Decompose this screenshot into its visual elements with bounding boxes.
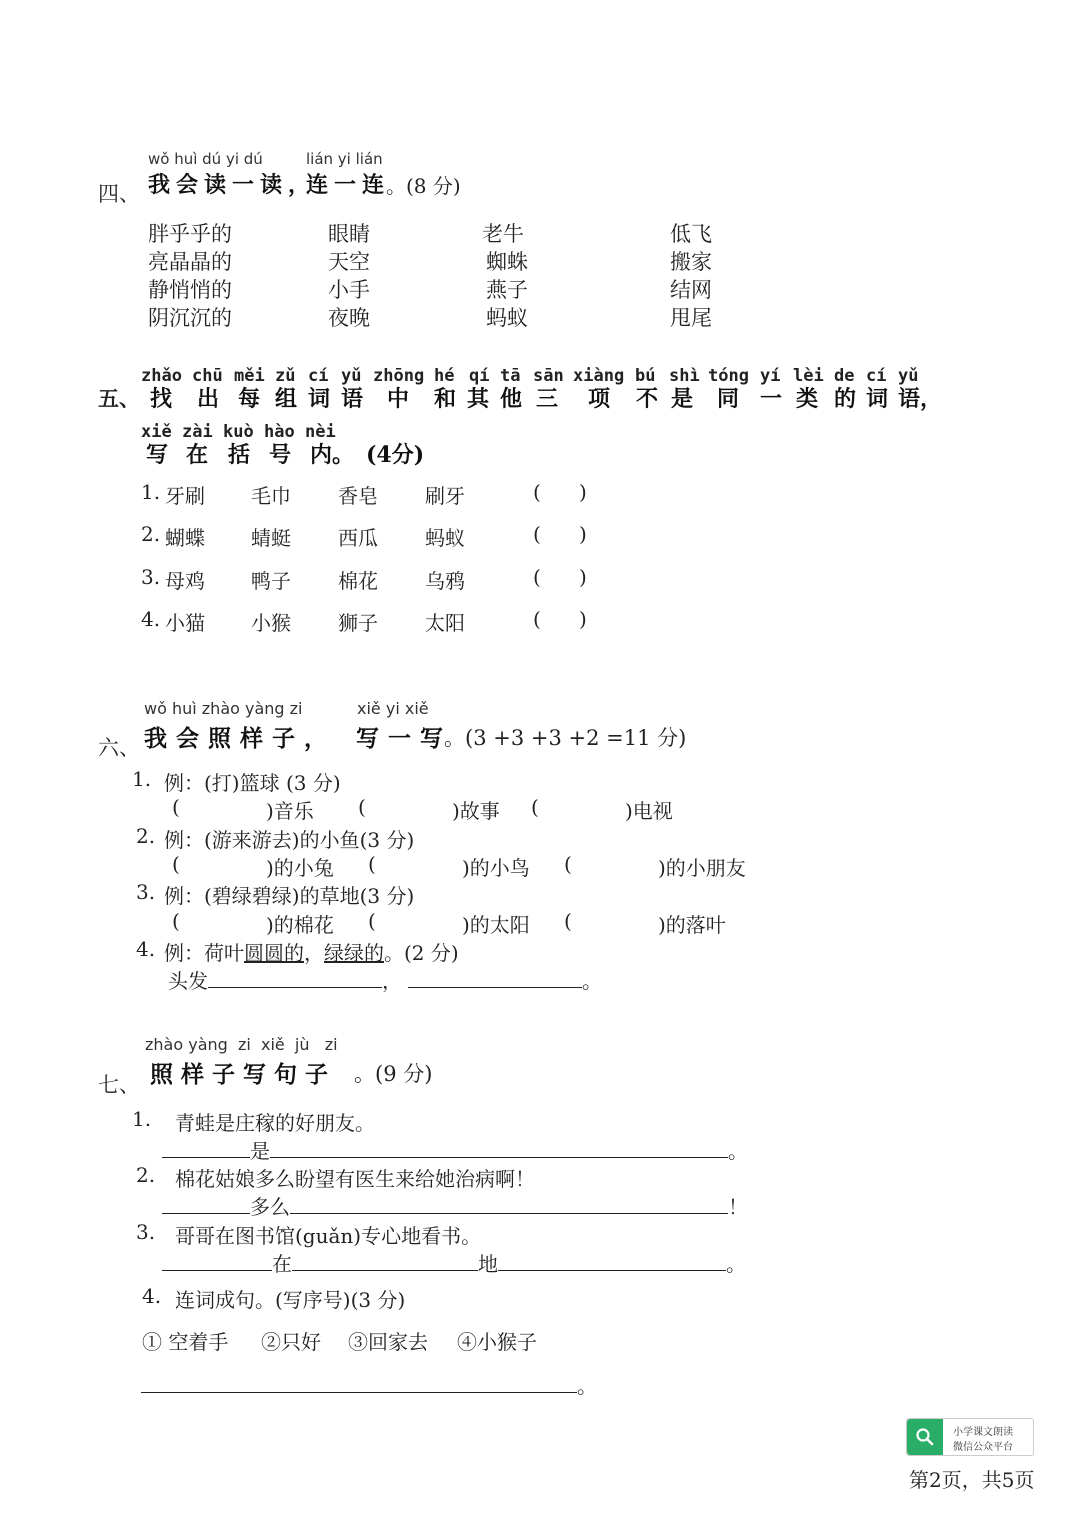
s5-answer-bracket[interactable]: ( ) bbox=[533, 565, 587, 589]
s5-pinyin: měi bbox=[234, 366, 265, 386]
s6-blank-answer[interactable]: )的太阳 bbox=[462, 913, 530, 937]
s5-pinyin: nèi bbox=[305, 422, 336, 442]
s6-item4-answer-line bbox=[168, 965, 602, 994]
s6-item-number: 1. bbox=[132, 767, 152, 791]
s5-row-number: 2. bbox=[141, 522, 161, 546]
s4-col3-item: 蜘蛛 bbox=[486, 250, 528, 274]
s5-pinyin: qí bbox=[469, 366, 490, 386]
s5-hanzi: 组 bbox=[275, 386, 298, 412]
s6-bracket-open: ( bbox=[564, 852, 572, 876]
answer-blank[interactable] bbox=[141, 1372, 577, 1393]
s5-pinyin: chū bbox=[192, 366, 223, 386]
s7-end: ！ bbox=[728, 1195, 748, 1219]
s4-pinyin-a: wǒ huì dú yi dú bbox=[148, 150, 263, 168]
badge-line1: 小学课文朗读 bbox=[953, 1427, 1013, 1438]
s4-col4-item: 搬家 bbox=[670, 250, 712, 274]
s5-row-number: 1. bbox=[141, 480, 161, 504]
s5-pinyin: sān bbox=[533, 366, 564, 386]
s6-item4-example bbox=[164, 937, 459, 966]
s5-hanzi: 每 bbox=[238, 386, 261, 412]
s5-word: 太阳 bbox=[425, 611, 465, 635]
s7-number: 七、 bbox=[98, 1073, 140, 1097]
s5-pinyin: bú bbox=[635, 366, 656, 386]
s4-title-b: 连一连 bbox=[306, 172, 391, 198]
s7-word-option: ②只好 bbox=[261, 1330, 321, 1354]
s4-col1-item: 胖乎乎的 bbox=[148, 222, 232, 246]
s5-hanzi: 不 bbox=[636, 386, 659, 412]
s5-word: 乌鸦 bbox=[425, 569, 465, 593]
s5-word: 牙刷 bbox=[165, 484, 205, 508]
s7-answer-line bbox=[162, 1191, 748, 1220]
s6-item4-underlined-1: 圆圆的 bbox=[244, 941, 304, 965]
s7-end: 。 bbox=[577, 1374, 597, 1398]
s6-item4-underlined-2: 绿绿的 bbox=[324, 941, 384, 965]
s5-hanzi: 同 bbox=[717, 386, 740, 412]
s5-hanzi: 找 bbox=[150, 386, 173, 412]
s5-hanzi: 和 bbox=[434, 386, 457, 412]
answer-blank[interactable] bbox=[408, 967, 582, 988]
answer-blank[interactable] bbox=[162, 1193, 250, 1214]
s6-number: 六、 bbox=[98, 736, 140, 760]
s6-example: 例：(碧绿碧绿)的草地(3 分) bbox=[164, 884, 415, 908]
s4-col4-item: 甩尾 bbox=[670, 306, 712, 330]
s5-number: 五、 bbox=[98, 386, 140, 411]
answer-blank[interactable] bbox=[292, 1250, 478, 1271]
s5-word: 毛巾 bbox=[251, 484, 291, 508]
s4-score: 。(8 分) bbox=[386, 174, 461, 198]
s4-col1-item: 阴沉沉的 bbox=[148, 306, 232, 330]
s4-col1-item: 静悄悄的 bbox=[148, 278, 232, 302]
s7-answer-line bbox=[162, 1135, 748, 1164]
s5-word: 西瓜 bbox=[338, 526, 378, 550]
s5-pinyin: xiě bbox=[141, 422, 172, 442]
s5-word: 小猫 bbox=[165, 611, 205, 635]
s5-pinyin: zhōng bbox=[373, 366, 425, 386]
answer-blank[interactable] bbox=[162, 1137, 250, 1158]
s5-hanzi: 其 bbox=[467, 386, 490, 412]
s5-hanzi: 项 bbox=[588, 386, 611, 412]
s5-pinyin: cí bbox=[308, 366, 329, 386]
s6-bracket-open: ( bbox=[564, 909, 572, 933]
s6-item4-end: 。 bbox=[582, 969, 602, 993]
s7-item-number: 1. bbox=[132, 1107, 152, 1131]
s6-title-b: 写一写 bbox=[356, 725, 452, 752]
s6-item4-pre: 例：荷叶 bbox=[164, 941, 244, 965]
s5-hanzi: 语， bbox=[898, 386, 943, 412]
s5-pinyin: shì bbox=[669, 366, 700, 386]
s6-pinyin-b: xiě yi xiě bbox=[357, 699, 429, 718]
search-icon bbox=[907, 1419, 943, 1455]
s5-hanzi: 写 bbox=[146, 442, 169, 468]
s4-col2-item: 眼睛 bbox=[328, 222, 370, 246]
s5-answer-bracket[interactable]: ( ) bbox=[533, 480, 587, 504]
s5-answer-bracket[interactable]: ( ) bbox=[533, 607, 587, 631]
s4-col3-item: 蚂蚁 bbox=[486, 306, 528, 330]
s7-end: 。 bbox=[728, 1139, 748, 1163]
s6-bracket-open: ( bbox=[368, 909, 376, 933]
s5-answer-bracket[interactable]: ( ) bbox=[533, 522, 587, 546]
s4-col1-item: 亮晶晶的 bbox=[148, 250, 232, 274]
s5-word: 蝴蝶 bbox=[165, 526, 205, 550]
s5-hanzi: 中 bbox=[387, 386, 410, 412]
s4-col2-item: 小手 bbox=[328, 278, 370, 302]
answer-blank[interactable] bbox=[162, 1250, 272, 1271]
s5-hanzi: 是 bbox=[671, 386, 694, 412]
answer-blank[interactable] bbox=[290, 1193, 728, 1214]
badge-line2: 微信公众平台 bbox=[953, 1442, 1013, 1453]
s5-hanzi: 他 bbox=[500, 386, 523, 412]
s5-pinyin: hé bbox=[434, 366, 455, 386]
s7-item-number: 2. bbox=[136, 1163, 156, 1187]
page-number: 第2页，共5页 bbox=[909, 1468, 1035, 1492]
s5-row-number: 3. bbox=[141, 565, 161, 589]
s6-example: 例：(打)篮球 (3 分) bbox=[164, 771, 341, 795]
s5-pinyin: kuò bbox=[223, 422, 254, 442]
s4-col4-item: 结网 bbox=[670, 278, 712, 302]
s7-item4-answer-line bbox=[141, 1370, 597, 1399]
s7-word-option: ④小猴子 bbox=[457, 1330, 537, 1354]
s7-sentence: 哥哥在图书馆(guǎn)专心地看书。 bbox=[175, 1224, 482, 1248]
s5-hanzi: 内。 bbox=[310, 442, 355, 468]
s4-pinyin-b: lián yi lián bbox=[306, 150, 383, 168]
s6-blank-answer[interactable]: )的小兔 bbox=[266, 856, 334, 880]
s5-pinyin: zǔ bbox=[275, 366, 296, 386]
s5-hanzi: 词 bbox=[866, 386, 889, 412]
s6-pinyin-a: wǒ huì zhào yàng zi bbox=[144, 699, 303, 718]
s5-hanzi: 括 bbox=[228, 442, 251, 468]
s6-bracket-open: ( bbox=[368, 852, 376, 876]
s7-answer-line bbox=[162, 1248, 746, 1277]
s4-col4-item: 低飞 bbox=[670, 222, 712, 246]
s5-pinyin: hào bbox=[264, 422, 295, 442]
s5-score: (4分) bbox=[366, 442, 425, 468]
s7-item-number: 3. bbox=[136, 1220, 156, 1244]
s7-pinyin: zhào yàng zi xiě jù zi bbox=[145, 1035, 338, 1054]
answer-blank[interactable] bbox=[208, 967, 382, 988]
s5-hanzi: 语 bbox=[341, 386, 364, 412]
s5-pinyin: de bbox=[834, 366, 855, 386]
s7-word-option: ① 空着手 bbox=[142, 1330, 229, 1354]
answer-blank[interactable] bbox=[498, 1250, 726, 1271]
s7-mid: 是 bbox=[250, 1139, 270, 1163]
s4-title-a: 我会读一读， bbox=[148, 172, 317, 198]
s6-blank-answer[interactable]: )的小鸟 bbox=[462, 856, 530, 880]
s5-hanzi: 出 bbox=[197, 386, 220, 412]
s7-title: 照样子写句子 bbox=[150, 1061, 336, 1088]
s5-pinyin: zhǎo bbox=[141, 366, 182, 386]
s6-blank-answer[interactable]: )的棉花 bbox=[266, 913, 334, 937]
s5-word: 蚂蚁 bbox=[425, 526, 465, 550]
s5-hanzi: 在 bbox=[186, 442, 209, 468]
s5-pinyin: tā bbox=[500, 366, 521, 386]
s6-bracket-open: ( bbox=[172, 852, 180, 876]
s5-pinyin: yǔ bbox=[341, 366, 362, 386]
s7-item-number: 4. bbox=[142, 1284, 162, 1308]
s6-blank-answer[interactable]: )的小朋友 bbox=[658, 856, 746, 880]
s5-hanzi: 的 bbox=[834, 386, 857, 412]
s6-item-number: 2. bbox=[136, 824, 156, 848]
s5-word: 母鸡 bbox=[165, 569, 205, 593]
s5-word: 狮子 bbox=[338, 611, 378, 635]
s5-hanzi: 号 bbox=[269, 442, 292, 468]
s7-score: 。(9 分) bbox=[354, 1062, 433, 1086]
s6-score: 。(3 +3 +3 +2 =11 分) bbox=[444, 726, 687, 750]
s7-mid: 地 bbox=[478, 1252, 498, 1276]
s6-item4-label: 头发 bbox=[168, 969, 208, 993]
s6-bracket-open: ( bbox=[531, 795, 539, 819]
s5-hanzi: 三 bbox=[536, 386, 559, 412]
s5-pinyin: zài bbox=[182, 422, 213, 442]
s6-item-number: 3. bbox=[136, 880, 156, 904]
answer-blank[interactable] bbox=[270, 1137, 728, 1158]
s5-row-number: 4. bbox=[141, 607, 161, 631]
s5-pinyin: xiàng bbox=[573, 366, 625, 386]
s5-hanzi: 词 bbox=[308, 386, 331, 412]
s5-pinyin: cí bbox=[866, 366, 887, 386]
s6-item-number: 4. bbox=[136, 937, 156, 961]
s7-mid: 在 bbox=[272, 1252, 292, 1276]
s6-blank-answer[interactable]: )音乐 bbox=[266, 799, 314, 823]
s6-item4-comma: ， bbox=[304, 941, 324, 965]
s4-number: 四、 bbox=[98, 182, 140, 206]
s5-word: 鸭子 bbox=[251, 569, 291, 593]
s5-pinyin: tóng bbox=[708, 366, 749, 386]
s4-col3-item: 老牛 bbox=[482, 222, 524, 246]
s5-pinyin: lèi bbox=[793, 366, 824, 386]
s6-item4-post: 。(2 分) bbox=[384, 941, 459, 965]
s5-word: 香皂 bbox=[338, 484, 378, 508]
s6-blank-answer[interactable]: )电视 bbox=[625, 799, 673, 823]
s5-hanzi: 类 bbox=[796, 386, 819, 412]
s6-example: 例：(游来游去)的小鱼(3 分) bbox=[164, 828, 415, 852]
s5-hanzi: 一 bbox=[760, 386, 783, 412]
s5-word: 蜻蜓 bbox=[251, 526, 291, 550]
wechat-badge[interactable] bbox=[906, 1418, 1034, 1456]
s5-word: 棉花 bbox=[338, 569, 378, 593]
s4-col3-item: 燕子 bbox=[486, 278, 528, 302]
s7-mid: 多么 bbox=[250, 1195, 290, 1219]
s7-end: 。 bbox=[726, 1252, 746, 1276]
s6-blank-answer[interactable]: )故事 bbox=[452, 799, 500, 823]
s6-blank-answer[interactable]: )的落叶 bbox=[658, 913, 726, 937]
s5-pinyin: yí bbox=[760, 366, 781, 386]
s7-word-option: ③回家去 bbox=[348, 1330, 428, 1354]
s5-pinyin: yǔ bbox=[898, 366, 919, 386]
s6-title-a: 我会照样子， bbox=[144, 725, 336, 752]
s7-sentence: 棉花姑娘多么盼望有医生来给她治病啊！ bbox=[175, 1167, 535, 1191]
s7-sentence: 青蛙是庄稼的好朋友。 bbox=[175, 1111, 375, 1135]
s6-item4-sep: ， bbox=[382, 969, 402, 993]
s6-bracket-open: ( bbox=[172, 795, 180, 819]
s6-bracket-open: ( bbox=[172, 909, 180, 933]
s4-col2-item: 夜晚 bbox=[328, 306, 370, 330]
s4-col2-item: 天空 bbox=[328, 250, 370, 274]
s6-bracket-open: ( bbox=[358, 795, 366, 819]
s7-item4-text: 连词成句。(写序号)(3 分) bbox=[175, 1288, 406, 1312]
s5-word: 小猴 bbox=[251, 611, 291, 635]
s5-word: 刷牙 bbox=[425, 484, 465, 508]
